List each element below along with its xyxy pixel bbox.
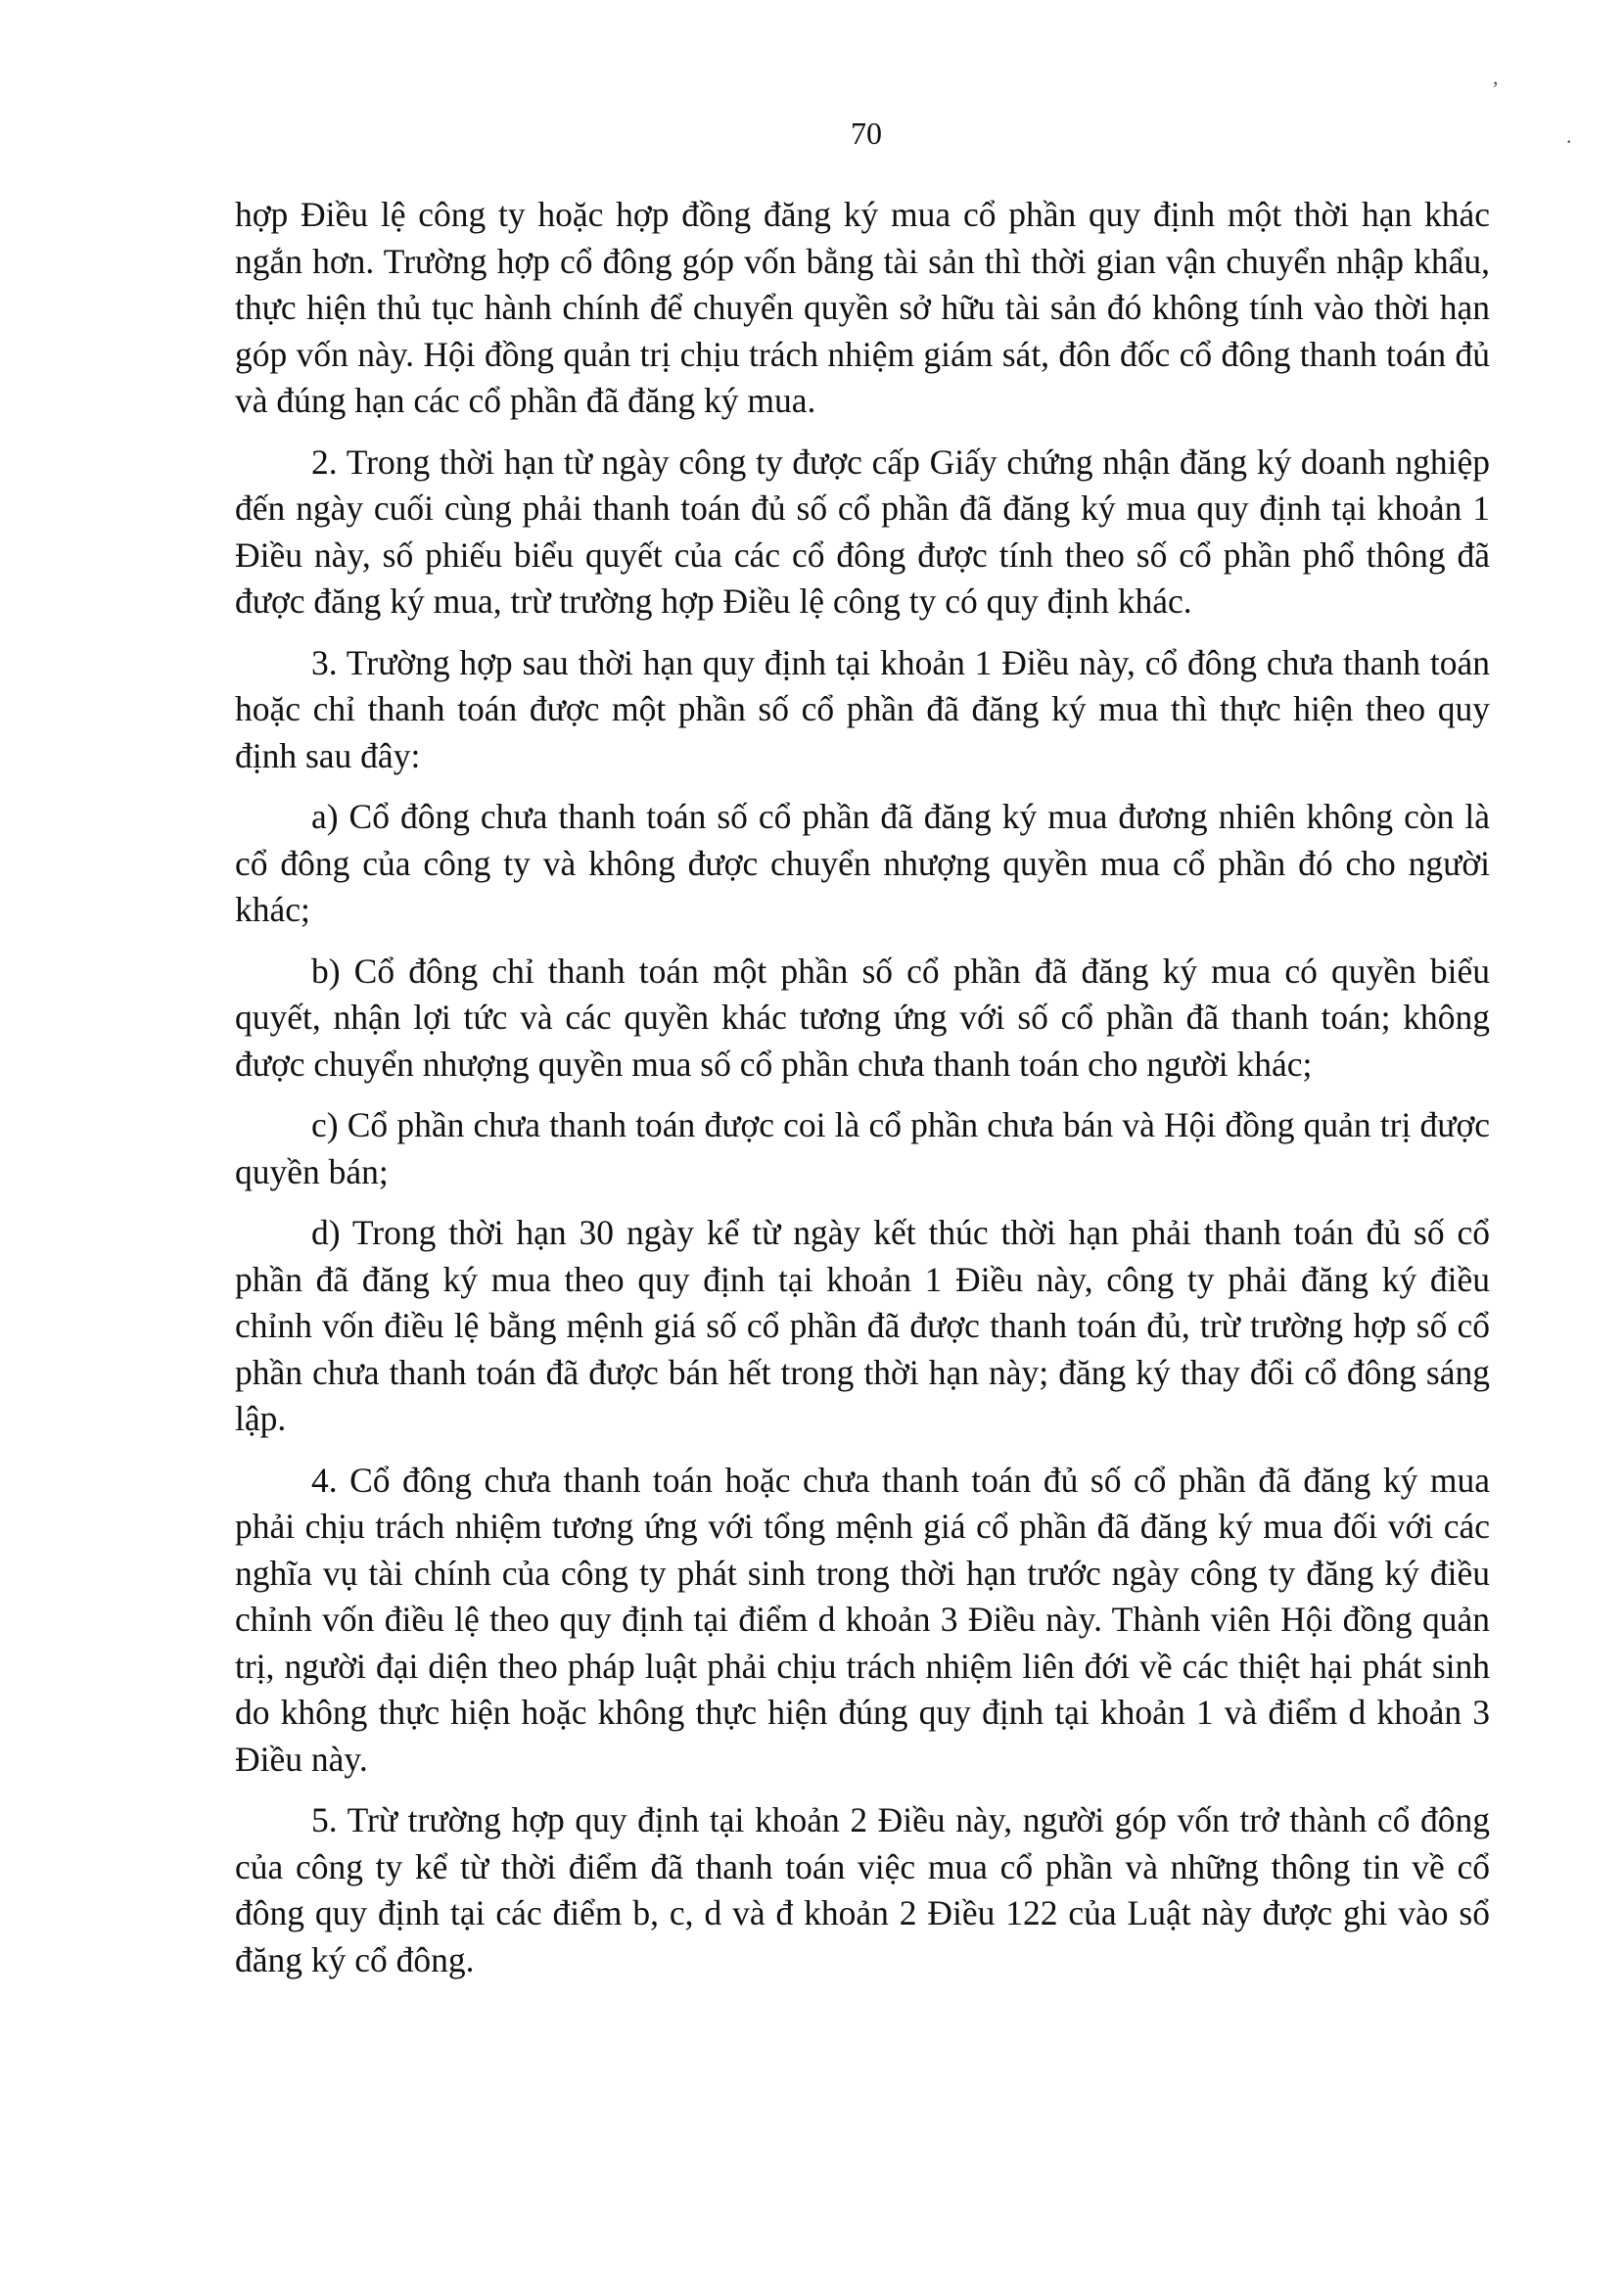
page-number: 70	[851, 116, 882, 151]
clause-3c: c) Cổ phần chưa thanh toán được coi là cổ phần chưa bán và Hội đồng quản trị được quyền bán;	[235, 1105, 1490, 1191]
clause-3: 3. Trường hợp sau thời hạn quy định tại khoản 1 Điều này, cổ đông chưa thanh toán hoặc chỉ thanh toán được một phần số cổ phần đã đăng ký mua thì thực hiện theo quy định sau đây:	[235, 642, 1490, 775]
clause-4: 4. Cổ đông chưa thanh toán hoặc chưa thanh toán đủ số cổ phần đã đăng ký mua phải chịu trách nhiệm tương ứng với tổng mệnh giá cổ phần đã đăng ký mua đối với các nghĩa vụ tài chính của công ty phát sinh trong thời hạn trước ngày công ty đăng ký điều chỉnh vốn điều lệ theo quy định tại điểm d khoản 3 Điều này. Thành viên Hội đồng quản trị, người đại diện theo pháp luật phải chịu trách nhiệm liên đới về các thiệt hại phát sinh do không thực hiện hoặc không thực hiện đúng quy định tại khoản 1 và điểm d khoản 3 Điều này.	[235, 1460, 1490, 1779]
scan-speck: ,	[1493, 65, 1499, 89]
clause-3d: d) Trong thời hạn 30 ngày kể từ ngày kết thúc thời hạn phải thanh toán đủ số cổ phần đã đăng ký mua theo quy định tại khoản 1 Điều này, công ty phải đăng ký điều chỉnh vốn điều lệ bằng mệnh giá số cổ phần đã được thanh toán đủ, trừ trường hợp số cổ phần chưa thanh toán đã được bán hết trong thời hạn này; đăng ký thay đổi cổ đông sáng lập.	[235, 1213, 1490, 1438]
clause-2: 2. Trong thời hạn từ ngày công ty được cấp Giấy chứng nhận đăng ký doanh nghiệp đến ngày cuối cùng phải thanh toán đủ số cổ phần đã đăng ký mua quy định tại khoản 1 Điều này, số phiếu biểu quyết của các cổ đông được tính theo số cổ phần phổ thông đã được đăng ký mua, trừ trường hợp Điều lệ công ty có quy định khác.	[235, 442, 1490, 621]
document-body	[235, 192, 1490, 1998]
scan-speck: .	[1566, 123, 1572, 148]
clause-3b: b) Cổ đông chỉ thanh toán một phần số cổ phần đã đăng ký mua có quyền biểu quyết, nhận lợi tức và các quyền khác tương ứng với số cổ phần đã thanh toán; không được chuyển nhượng quyền mua số cổ phần chưa thanh toán cho người khác;	[235, 951, 1490, 1084]
clause-3a: a) Cổ đông chưa thanh toán số cổ phần đã đăng ký mua đương nhiên không còn là cổ đông của công ty và không được chuyển nhượng quyền mua cổ phần đó cho người khác;	[235, 797, 1490, 929]
clause-5: 5. Trừ trường hợp quy định tại khoản 2 Điều này, người góp vốn trở thành cổ đông của công ty kể từ thời điểm đã thanh toán việc mua cổ phần và những thông tin về cổ đông quy định tại các điểm b, c, d và đ khoản 2 Điều 122 của Luật này được ghi vào sổ đăng ký cổ đông.	[235, 1800, 1490, 1979]
paragraph-continuation: hợp Điều lệ công ty hoặc hợp đồng đăng ký mua cổ phần quy định một thời hạn khác ngắn hơn. Trường hợp cổ đông góp vốn bằng tài sản thì thời gian vận chuyển nhập khẩu, thực hiện thủ tục hành chính để chuyển quyền sở hữu tài sản đó không tính vào thời hạn góp vốn này. Hội đồng quản trị chịu trách nhiệm giám sát, đôn đốc cổ đông thanh toán đủ và đúng hạn các cổ phần đã đăng ký mua.	[235, 195, 1490, 420]
